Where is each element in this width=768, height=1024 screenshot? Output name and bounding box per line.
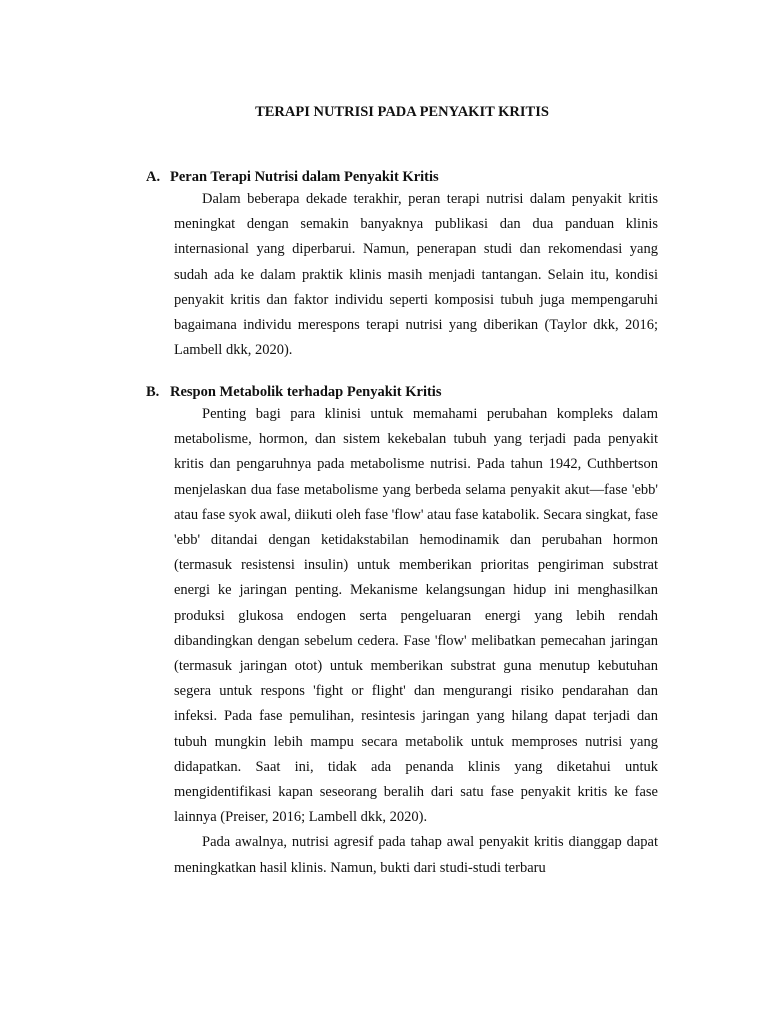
section-letter: B.	[146, 384, 160, 400]
section-heading-text: Respon Metabolik terhadap Penyakit Kritis	[170, 384, 442, 400]
document-title: TERAPI NUTRISI PADA PENYAKIT KRITIS	[255, 104, 549, 120]
section-heading-text: Peran Terapi Nutrisi dalam Penyakit Kritis	[170, 169, 439, 185]
section-b	[146, 382, 658, 881]
section-heading	[146, 382, 658, 402]
body-paragraph: Dalam beberapa dekade terakhir, peran terapi nutrisi dalam penyakit kritis meningkat dengan semakin banyaknya publikasi dan dua panduan klinis internasional yang diperbarui. Namun, penerapan studi dan rekomendasi yang sudah ada ke dalam praktik klinis masih menjadi tantangan. Selain itu, kondisi penyakit kritis dan faktor individu seperti komposisi tubuh juga mempengaruhi bagaimana individu merespons terapi nutrisi yang diberikan (Taylor dkk, 2016; Lambell dkk, 2020).	[174, 191, 658, 359]
section-letter: A.	[146, 169, 161, 185]
body-paragraph: Penting bagi para klinisi untuk memahami perubahan kompleks dalam metabolisme, hormon, dan sistem kekebalan tubuh yang terjadi pada penyakit kritis dan pengaruhnya pada metabolisme nutrisi. Pada tahun 1942, Cuthbertson menjelaskan dua fase metabolisme yang berbeda selama penyakit akut—fase 'ebb' atau fase syok awal, diikuti oleh fase 'flow' atau fase katabolik. Secara singkat, fase 'ebb' ditandai dengan ketidakstabilan hemodinamik dan perubahan hormon (termasuk resistensi insulin) untuk memberikan prioritas pengiriman substrat energi ke jaringan penting. Mekanisme kelangsungan hidup ini menghasilkan produksi glukosa endogen serta pengeluaran energi yang lebih rendah dibandingkan dengan sebelum cedera. Fase 'flow' melibatkan pemecahan jaringan (termasuk jaringan otot) untuk memberikan substrat guna menutup kebutuhan segera untuk respons 'fight or flight' dan mengurangi risiko pendarahan dan infeksi. Pada fase pemulihan, resintesis jaringan yang hilang dapat terjadi dan tubuh mungkin lebih mampu secara metabolik untuk memproses nutrisi yang didapatkan. Saat ini, tidak ada penanda klinis yang diketahui untuk mengidentifikasi kapan seseorang beralih dari satu fase penyakit kritis ke fase lainnya (Preiser, 2016; Lambell dkk, 2020).	[174, 406, 658, 826]
body-paragraph: Pada awalnya, nutrisi agresif pada tahap awal penyakit kritis dianggap dapat meningkatkan hasil klinis. Namun, bukti dari studi-studi terbaru	[174, 834, 658, 876]
section-a	[146, 167, 658, 363]
section-heading	[146, 167, 658, 187]
